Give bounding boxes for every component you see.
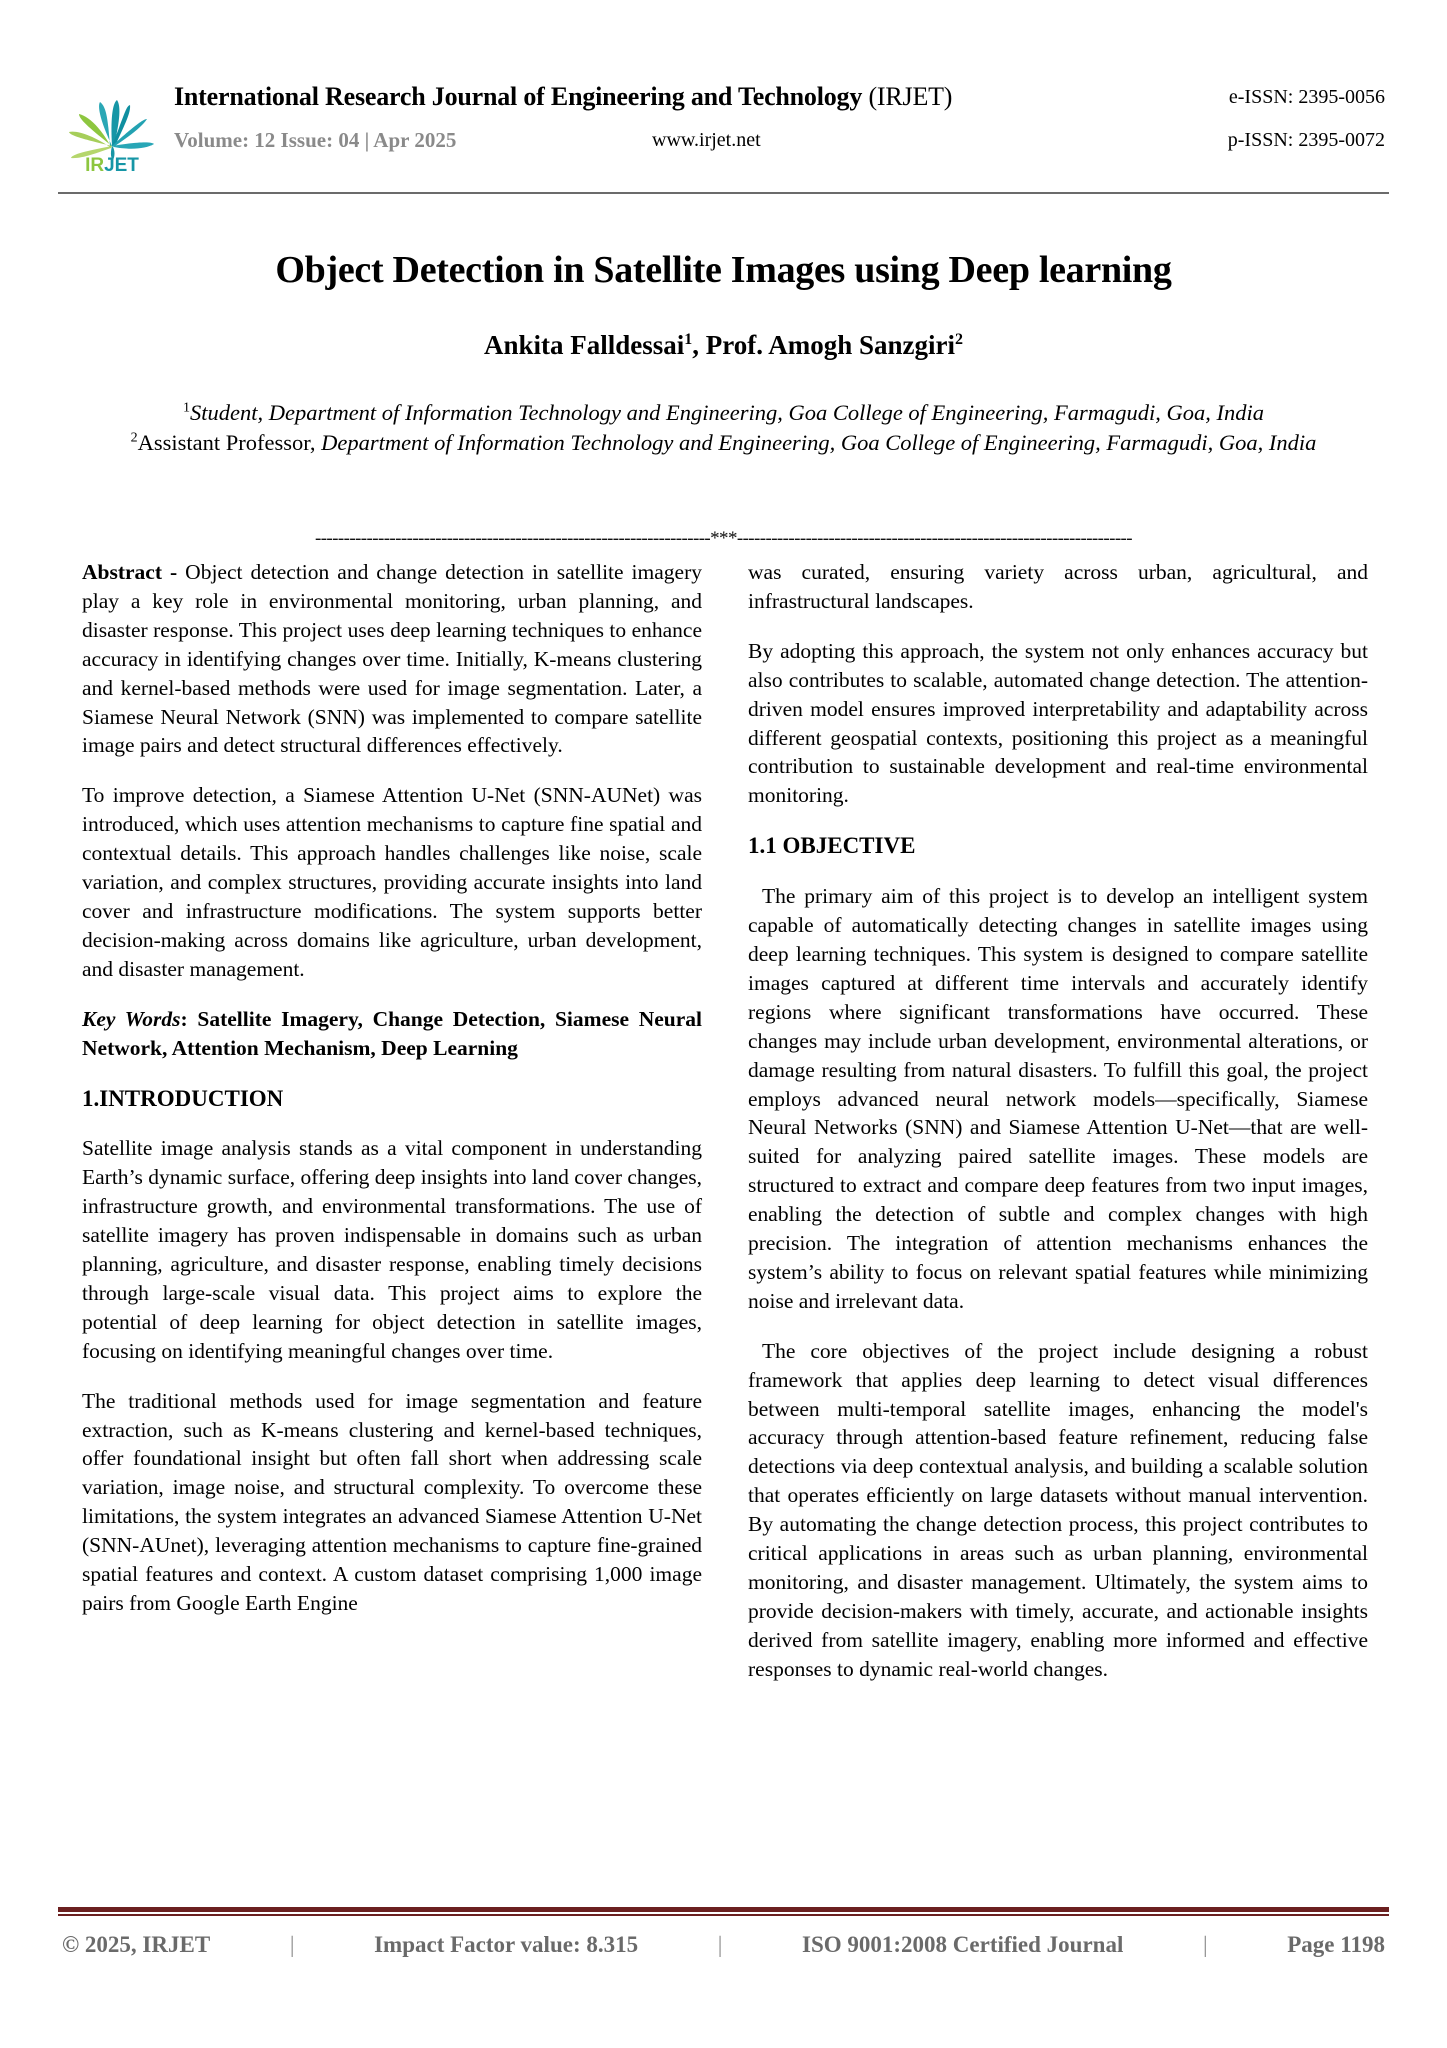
keywords-colon: : bbox=[180, 1006, 198, 1031]
footer-certification: ISO 9001:2008 Certified Journal bbox=[802, 1932, 1124, 1957]
masthead-line-2 bbox=[174, 126, 1385, 164]
abstract-paragraph-2: To improve detection, a Siamese Attention U-Net (SNN-AUNet) was introduced, which uses attention mechanisms to capture fine spatial and contextual details. This approach handles challenges like noise, scale variation, and complex structures, providing accurate insights into land cover and infrastructure modifications. The system supports better decision-making across domains like agriculture, urban development, and disaster management. bbox=[82, 783, 702, 981]
affiliation-2-text: Department of Information Technology and Engineering, Goa College of Engineering, Farmagudi, Goa, India bbox=[315, 429, 1317, 455]
introduction-paragraph-2: The traditional methods used for image segmentation and feature extraction, such as K-means clustering and kernel-based techniques, offer foundational insight but often fall short when addressing scale variation, image noise, and structural complexity. To overcome these limitations, the system integrates an advanced Siamese Attention U-Net (SNN-AUnet), leveraging attention mechanisms to capture fine-grained spatial features and context. A custom dataset comprising 1,000 image pairs from Google Earth Engine bbox=[82, 1388, 702, 1616]
page-footer bbox=[62, 1932, 1385, 1958]
svg-text:IRJET bbox=[85, 155, 139, 176]
footer-copyright: © 2025, IRJET bbox=[62, 1932, 211, 1957]
footer-rule-thin bbox=[58, 1914, 1389, 1916]
header-divider bbox=[58, 192, 1389, 194]
objective-heading: 1.1 OBJECTIVE bbox=[748, 833, 916, 859]
journal-acronym: (IRJET) bbox=[868, 82, 953, 111]
author-1-sup: 1 bbox=[684, 331, 693, 348]
affiliation-1-sup: 1 bbox=[182, 400, 190, 416]
footer-page-number: Page 1198 bbox=[1287, 1932, 1385, 1957]
abstract-label: Abstract - bbox=[82, 560, 186, 584]
footer-separator-2: | bbox=[717, 1932, 723, 1957]
author-list bbox=[62, 330, 1385, 361]
journal-masthead bbox=[62, 76, 1385, 186]
affiliation-1 bbox=[80, 398, 1367, 428]
right-column bbox=[748, 558, 1368, 1705]
keywords-paragraph bbox=[82, 1005, 702, 1063]
introduction-paragraph-1: Satellite image analysis stands as a vital component in understanding Earth’s dynamic surface, offering deep insights into land cover changes, infrastructure growth, and environmental transformations. The use of satellite imagery has proven indispensable in domains such as urban planning, agriculture, and disaster response, enabling timely decisions through large-scale visual data. This project aims to explore the potential of deep learning for object detection in satellite images, focusing on identifying meaningful changes over time. bbox=[82, 1136, 702, 1363]
affiliation-1-text: Student, Department of Information Technology and Engineering, Goa College of Engineering, Farmagudi, Goa, India bbox=[189, 400, 1265, 425]
keywords-label: Key Words bbox=[82, 1006, 181, 1031]
e-issn: e-ISSN: 2395-0056 bbox=[1228, 86, 1385, 108]
affiliations bbox=[80, 398, 1367, 458]
abstract-paragraph bbox=[82, 558, 702, 760]
footer-divider bbox=[58, 1907, 1389, 1916]
volume-issue: Volume: 12 Issue: 04 | Apr 2025 bbox=[174, 128, 457, 152]
footer-separator-1: | bbox=[289, 1932, 295, 1957]
keywords-list: Satellite Imagery, Change Detection, Siamese Neural Network, Attention Mechanism, Deep Learning bbox=[82, 1006, 703, 1060]
logo-text-ir: IR bbox=[85, 155, 105, 176]
logo-text-jet: JET bbox=[104, 155, 139, 176]
author-2: Prof. Amogh Sanzgiri bbox=[705, 330, 956, 360]
section-separator-rule: ---------------------------------------------------------------------***--------------------------------------------------------------------- bbox=[314, 528, 1133, 549]
abstract-text-1: Object detection and change detection in satellite imagery play a key role in environmental monitoring, urban planning, and disaster response. This project uses deep learning techniques to enhance accuracy in identifying changes over time. Initially, K-means clustering and kernel-based methods were used for image segmentation. Later, a Siamese Neural Network (SNN) was implemented to compare satellite image pairs and detect structural differences effectively. bbox=[82, 560, 703, 758]
author-separator: , bbox=[692, 330, 706, 360]
footer-separator-3: | bbox=[1203, 1932, 1208, 1957]
left-column bbox=[82, 558, 702, 1639]
objective-paragraph-1: The primary aim of this project is to develop an intelligent system capable of automatically detecting changes in satellite images using deep learning techniques. This system is designed to compare satellite images captured at different time intervals and accurately identify regions where significant transformations have occurred. These changes may include urban development, environmental alterations, or damage resulting from natural disasters. To fulfill this goal, the project employs advanced neural network models—specifically, Siamese Neural Networks (SNN) and Siamese Attention U-Net—that are well-suited for analyzing paired satellite images. These models are structured to extract and compare deep features from two input images, enabling the detection of subtle and complex changes with high precision. The integration of attention mechanisms enhances the system’s ability to focus on relevant spatial features while minimizing noise and irrelevant data. bbox=[748, 884, 1368, 1313]
author-2-sup: 2 bbox=[955, 331, 964, 348]
journal-title-text: International Research Journal of Engineering and Technology bbox=[174, 82, 863, 111]
right-paragraph-2: By adopting this approach, the system not only enhances accuracy but also contributes to scalable, automated change detection. The attention-driven model ensures improved interpretability and adaptability across different geospatial contexts, positioning this project as a meaningful contribution to sustainable development and real-time environmental monitoring. bbox=[748, 638, 1368, 808]
irjet-logo-icon bbox=[62, 78, 162, 178]
affiliation-2-sup: 2 bbox=[130, 430, 138, 446]
page-title: Object Detection in Satellite Images using Deep learning bbox=[275, 249, 1172, 291]
masthead-line-1 bbox=[174, 82, 1385, 122]
right-paragraph-1: was curated, ensuring variety across urban, agricultural, and infrastructural landscapes. bbox=[748, 560, 1368, 613]
introduction-heading: 1.INTRODUCTION bbox=[82, 1085, 284, 1111]
author-1: Ankita Falldessai bbox=[483, 330, 685, 360]
affiliation-2-role: Assistant Professor, bbox=[137, 429, 316, 455]
footer-impact-factor: Impact Factor value: 8.315 bbox=[374, 1932, 639, 1957]
journal-title bbox=[174, 82, 952, 112]
journal-website[interactable]: www.irjet.net bbox=[652, 129, 761, 151]
objective-paragraph-2: The core objectives of the project include designing a robust framework that applies deep learning to detect visual differences between multi-temporal satellite images, enhancing the model's accuracy through attention-based feature refinement, reducing false detections via deep contextual analysis, and building a scalable solution that operates efficiently on large datasets without manual intervention. By automating the change detection process, this project contributes to critical applications in areas such as urban planning, environmental monitoring, and disaster management. Ultimately, the system aims to provide decision-makers with timely, accurate, and actionable insights derived from satellite imagery, enabling more informed and effective responses to dynamic real-world changes. bbox=[748, 1338, 1368, 1681]
affiliation-2 bbox=[80, 428, 1367, 458]
p-issn: p-ISSN: 2395-0072 bbox=[1227, 129, 1385, 151]
